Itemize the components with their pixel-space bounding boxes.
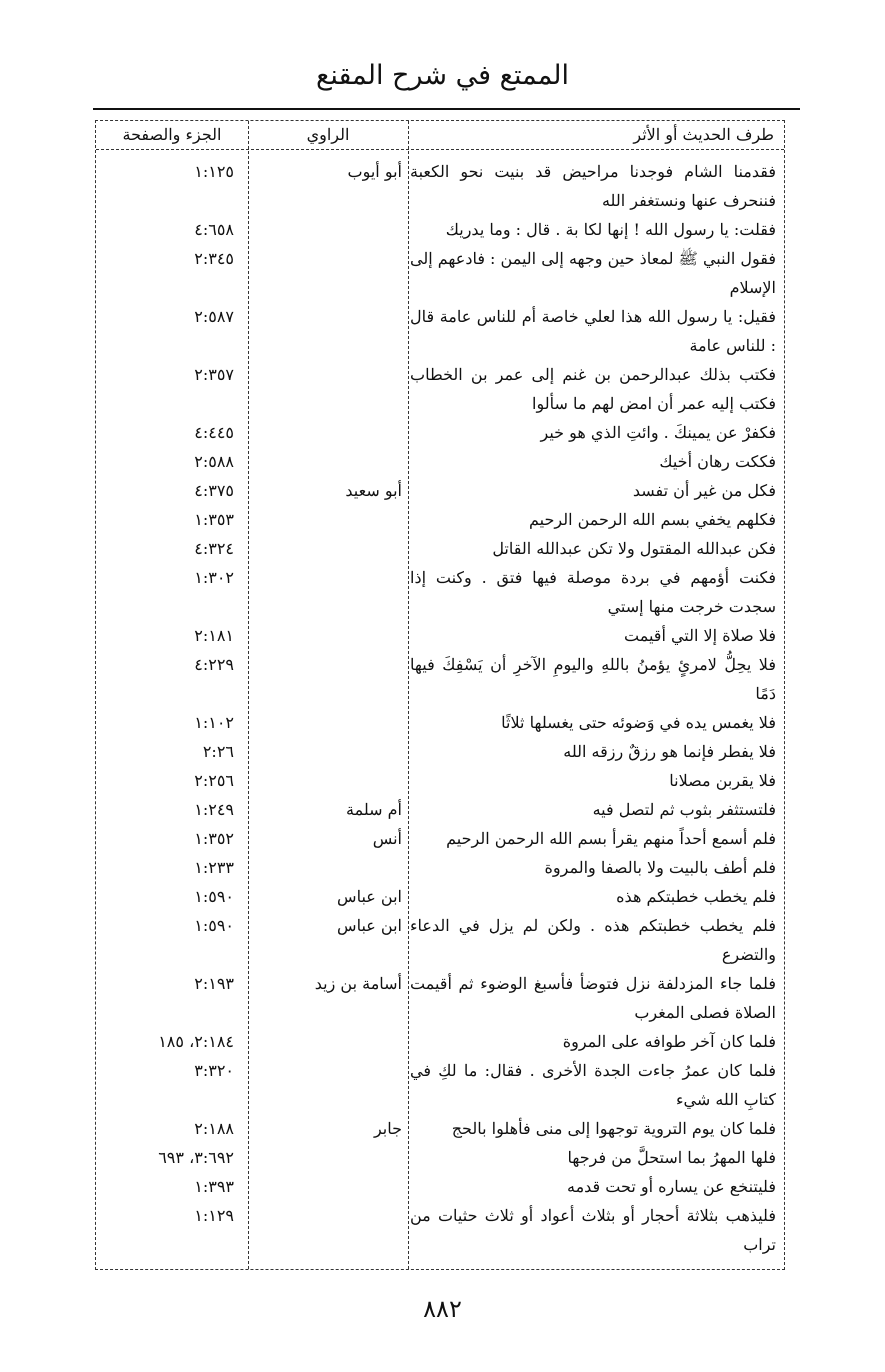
- hadith-text: فكل من غير أن تفسد: [632, 481, 776, 500]
- running-head: الممتع في شرح المقنع: [315, 60, 570, 91]
- volume-page-reference: ١:١٠٢: [194, 713, 234, 732]
- hadith-text: فلم أطف بالبيت ولا بالصفا والمروة: [544, 858, 776, 877]
- table-row: [96, 824, 784, 853]
- hadith-text: فليذهب بثلاثة أحجار أو بثلاث أعواد أو ثلاث حثيات من تراب: [410, 1206, 776, 1254]
- volume-page-reference: ٢:٣٤٥: [194, 249, 234, 268]
- table-row: [96, 360, 784, 418]
- narrator: أسامة بن زيد: [314, 974, 402, 993]
- narrator: ابن عباس: [337, 916, 402, 935]
- hadith-text: فليتنخع عن يساره أو تحت قدمه: [567, 1177, 776, 1196]
- volume-page-reference: ١:٢٤٩: [194, 800, 234, 819]
- hadith-text: فكلهم يخفي بسم الله الرحمن الرحيم: [529, 510, 776, 529]
- table-row: [96, 302, 784, 360]
- narrator: أم سلمة: [346, 800, 402, 819]
- hadith-text: فلتستثفر بثوب ثم لتصل فيه: [592, 800, 776, 819]
- header-reference: الجزء والصفحة: [122, 125, 222, 144]
- table-row: [96, 1056, 784, 1114]
- narrator: أبو سعيد: [345, 481, 402, 500]
- volume-page-reference: ١:٣٥٢: [194, 829, 234, 848]
- volume-page-reference: ١:١٢٩: [194, 1206, 234, 1225]
- table-row: [96, 1143, 784, 1172]
- volume-page-reference: ١:٣٠٢: [194, 568, 234, 587]
- hadith-index-table: [95, 120, 785, 1270]
- table-row: [96, 737, 784, 766]
- volume-page-reference: ٣:٦٩٢، ٦٩٣: [158, 1148, 234, 1167]
- hadith-text: فلا يغمس يده في وَضوئه حتى يغسلها ثلاثًا: [501, 713, 776, 732]
- hadith-text: فلما كان يوم التروية توجهوا إلى منى فأهلوا بالحج: [451, 1119, 776, 1138]
- narrator: جابر: [373, 1119, 402, 1138]
- hadith-text: فلم أسمع أحداً منهم يقرأ بسم الله الرحمن الرحيم: [446, 829, 776, 848]
- table-row: [96, 157, 784, 215]
- hadith-text: فلا يقربن مصلانا: [669, 771, 776, 790]
- narrator: ابن عباس: [337, 887, 402, 906]
- table-row: [96, 447, 784, 476]
- hadith-text: فلم يخطب خطبتكم هذه . ولكن لم يزل في الدعاء والتضرع: [410, 916, 776, 964]
- table-row: [96, 795, 784, 824]
- table-row: [96, 969, 784, 1027]
- hadith-text: فلم يخطب خطبتكم هذه: [616, 887, 776, 906]
- hadith-text: فكفرْ عن يمينكَ . وائتِ الذي هو خير: [540, 423, 776, 442]
- table-row: [96, 476, 784, 505]
- table-body: [96, 157, 784, 1259]
- volume-page-reference: ٢:٢٥٦: [194, 771, 234, 790]
- hadith-text: فلا صلاة إلا التي أقيمت: [624, 626, 776, 645]
- header-narrator: الراوي: [306, 125, 350, 144]
- table-row: [96, 563, 784, 621]
- volume-page-reference: ٤:٦٥٨: [194, 220, 234, 239]
- table-row: [96, 215, 784, 244]
- volume-page-reference: ٤:٣٢٤: [194, 539, 234, 558]
- hadith-text: فقلت: يا رسول الله ! إنها لكا بة . قال : وما يدريك: [445, 220, 776, 239]
- volume-page-reference: ١:٥٩٠: [194, 887, 234, 906]
- hadith-text: فلها المهرُ بما استحلَّ من فرجها: [567, 1148, 776, 1167]
- volume-page-reference: ٤:٢٢٩: [194, 655, 234, 674]
- volume-page-reference: ٢:١٨١: [194, 626, 234, 645]
- table-row: [96, 534, 784, 563]
- hadith-text: فكن عبدالله المقتول ولا تكن عبدالله القاتل: [492, 539, 776, 558]
- table-row: [96, 708, 784, 737]
- volume-page-reference: ١:٣٩٣: [194, 1177, 234, 1196]
- table-row: [96, 882, 784, 911]
- hadith-text: فلما كان آخر طوافه على المروة: [562, 1032, 776, 1051]
- hadith-text: فكنت أؤمهم في بردة موصلة فيها فتق . وكنت إذا سجدت خرجت منها إستي: [410, 568, 776, 616]
- volume-page-reference: ١:٣٥٣: [194, 510, 234, 529]
- table-row: [96, 418, 784, 447]
- volume-page-reference: ٤:٤٤٥: [194, 423, 234, 442]
- table-row: [96, 505, 784, 534]
- volume-page-reference: ٢:٥٨٧: [194, 307, 234, 326]
- hadith-text: فلا يحِلُّ لامرئٍ يؤمنُ باللهِ واليومِ الآخرِ أن يَسْفِكَ فيها دَمًا: [410, 655, 776, 703]
- hadith-text: فكتب بذلك عبدالرحمن بن غنم إلى عمر بن الخطاب فكتب إليه عمر أن امض لهم ما سألوا: [410, 365, 776, 413]
- hadith-text: فلما جاء المزدلفة نزل فتوضأ فأسبغ الوضوء ثم أقيمت الصلاة فصلى المغرب: [410, 974, 776, 1022]
- volume-page-reference: ١:٢٣٣: [194, 858, 234, 877]
- header-hadith-text: طرف الحديث أو الأثر: [633, 125, 774, 144]
- table-row: [96, 766, 784, 795]
- hadith-text: فقول النبي ﷺ لمعاذ حين وجهه إلى اليمن : فادعهم إلى الإسلام: [410, 249, 776, 297]
- hadith-text: فلا يفطر فإنما هو رزقٌ رزقه الله: [563, 742, 776, 761]
- table-row: [96, 911, 784, 969]
- table-row: [96, 650, 784, 708]
- table-row: [96, 244, 784, 302]
- page-number: ٨٨٢: [423, 1295, 462, 1323]
- hadith-text: فككت رهان أخيك: [659, 452, 776, 471]
- hadith-text: فقدمنا الشام فوجدنا مراحيض قد بنيت نحو الكعبة فننحرف عنها ونستغفر الله: [410, 162, 776, 210]
- volume-page-reference: ٢:١٨٨: [194, 1119, 234, 1138]
- volume-page-reference: ١:١٢٥: [194, 162, 234, 181]
- table-row: [96, 1201, 784, 1259]
- table-row: [96, 1172, 784, 1201]
- volume-page-reference: ٣:٣٢٠: [194, 1061, 234, 1080]
- volume-page-reference: ٢:٥٨٨: [194, 452, 234, 471]
- table-header: [96, 121, 784, 150]
- volume-page-reference: ٤:٣٧٥: [194, 481, 234, 500]
- volume-page-reference: ٢:٢٦: [202, 742, 234, 761]
- narrator: أبو أيوب: [347, 162, 402, 181]
- volume-page-reference: ٢:١٨٤، ١٨٥: [158, 1032, 234, 1051]
- volume-page-reference: ١:٥٩٠: [194, 916, 234, 935]
- volume-page-reference: ٢:١٩٣: [194, 974, 234, 993]
- hadith-text: فلما كان عمرُ جاءت الجدة الأخرى . فقال: ما لكِ في كتابِ الله شيء: [410, 1061, 776, 1109]
- header-rule: [93, 108, 800, 110]
- table-row: [96, 853, 784, 882]
- volume-page-reference: ٢:٣٥٧: [194, 365, 234, 384]
- hadith-text: فقيل: يا رسول الله هذا لعلي خاصة أم للناس عامة قال : للناس عامة: [410, 307, 776, 355]
- narrator: أنس: [372, 829, 402, 848]
- table-row: [96, 1027, 784, 1056]
- table-row: [96, 621, 784, 650]
- table-row: [96, 1114, 784, 1143]
